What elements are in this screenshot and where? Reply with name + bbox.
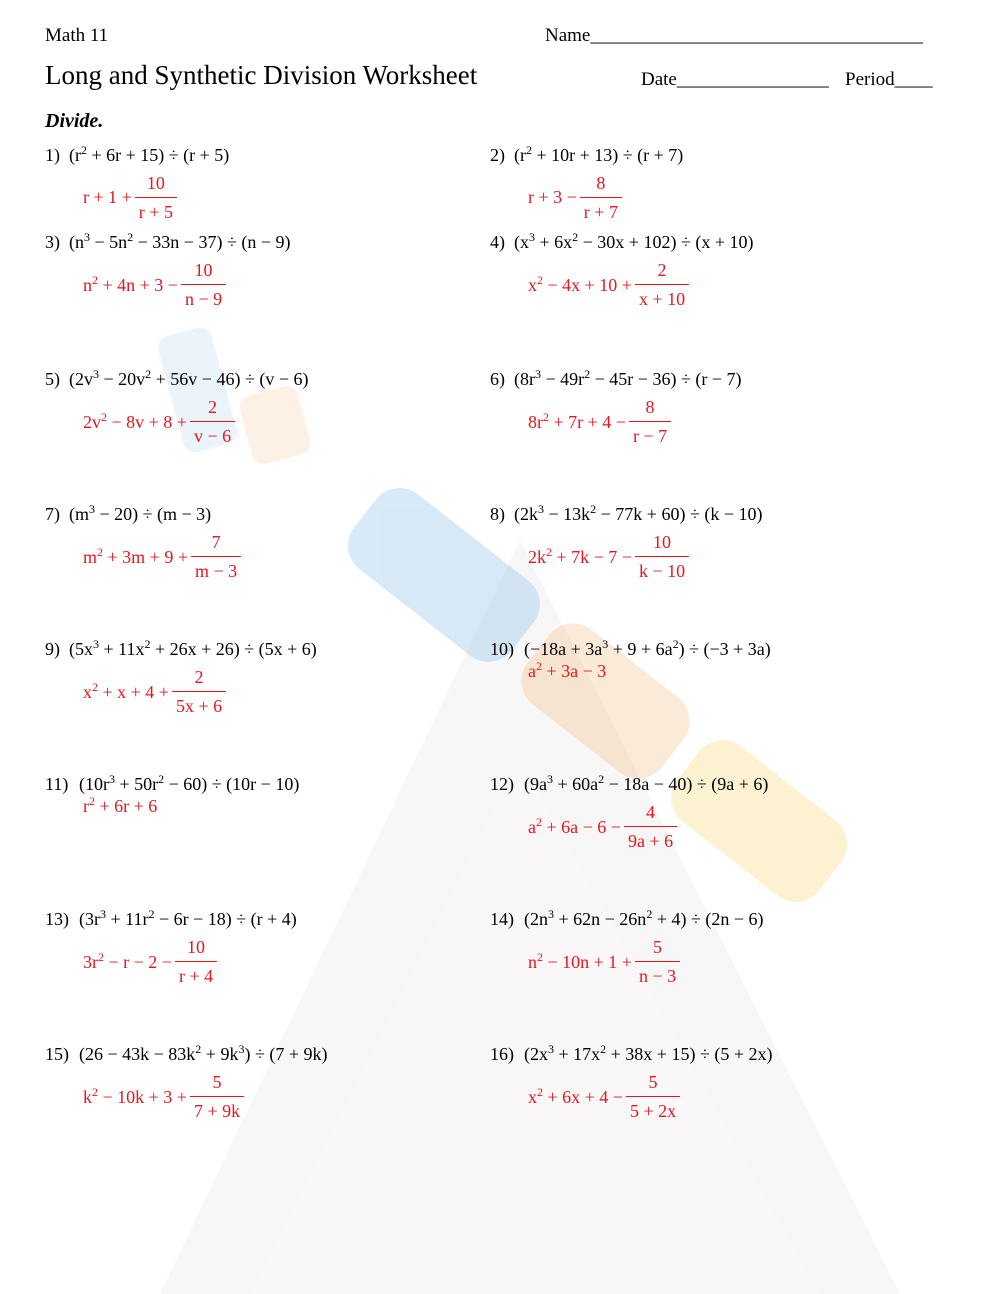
problem-1 — [45, 143, 229, 166]
problem-2 — [490, 143, 683, 166]
fraction-numerator: 5 — [653, 936, 663, 957]
problem-3 — [45, 230, 290, 253]
problem-4 — [490, 230, 753, 253]
answer-remainder-fraction — [635, 936, 680, 987]
fraction-numerator: 2 — [657, 259, 667, 280]
answer-remainder-fraction — [190, 396, 235, 447]
answer-remainder-fraction — [580, 172, 622, 223]
problem-15 — [45, 1042, 327, 1065]
fraction-denominator: k − 10 — [635, 556, 689, 582]
answer-9 — [83, 659, 226, 723]
problem-expression: $(2n^3 + 62n - 26n^2 + 4) \div (2n - 6)$ — [524, 907, 764, 929]
problem-6 — [490, 367, 741, 390]
problem-expression: $(3r^3 + 11r^2 - 6r - 18) \div (r + 4)$ — [79, 907, 297, 929]
problem-number: 4) — [490, 232, 505, 252]
answer-quotient: $x^2 + x + 4$ + — [83, 679, 169, 702]
answer-10 — [528, 653, 606, 687]
answer-quotient: $2v^2 - 8v + 8$ + — [83, 409, 187, 432]
problem-12 — [490, 772, 768, 795]
problem-number: 2) — [490, 145, 505, 165]
fraction-denominator: r + 7 — [580, 197, 622, 223]
answer-quotient: $3r^2 - r - 2$ − — [83, 949, 172, 972]
answer-13 — [83, 929, 217, 993]
problem-expression: $(2k^3 - 13k^2 - 77k + 60) \div (k - 10)$ — [514, 502, 763, 524]
answer-remainder-fraction — [626, 1071, 680, 1122]
period-field-label: Period____ — [845, 69, 933, 90]
problem-expression: $(2x^3 + 17x^2 + 38x + 15) \div (5 + 2x)$ — [524, 1042, 773, 1064]
answer-2 — [528, 165, 622, 229]
fraction-numerator: 8 — [645, 396, 655, 417]
fraction-denominator: r − 7 — [629, 421, 671, 447]
problem-number: 10) — [490, 639, 514, 659]
problem-9 — [45, 637, 317, 660]
answer-6 — [528, 389, 671, 453]
answer-quotient: $n^2 + 4n + 3$ − — [83, 272, 178, 295]
answer-16 — [528, 1064, 680, 1128]
answer-3 — [83, 252, 226, 316]
fraction-numerator: 4 — [646, 801, 656, 822]
worksheet-title: Long and Synthetic Division Worksheet — [45, 60, 478, 90]
fraction-numerator: 8 — [596, 172, 606, 193]
answer-4 — [528, 252, 689, 316]
answer-quotient: $m^2 + 3m + 9$ + — [83, 544, 188, 567]
name-field-label: Name___________________________________ — [545, 25, 923, 46]
answer-quotient: $n^2 - 10n + 1$ + — [528, 949, 632, 972]
fraction-denominator: v − 6 — [190, 421, 235, 447]
fraction-denominator: n − 9 — [181, 284, 226, 310]
fraction-denominator: 5x + 6 — [172, 691, 226, 717]
answer-14 — [528, 929, 680, 993]
instructions-label: Divide. — [45, 110, 104, 132]
fraction-numerator: 7 — [211, 531, 221, 552]
answer-remainder-fraction — [629, 396, 671, 447]
problem-expression: $(-18a + 3a^3 + 9 + 6a^2) \div (-3 + 3a)$ — [524, 637, 771, 659]
problem-expression: $(10r^3 + 50r^2 - 60) \div (10r - 10)$ — [79, 772, 300, 794]
problem-7 — [45, 502, 211, 525]
problem-number: 14) — [490, 909, 514, 929]
problem-expression: $(2v^3 - 20v^2 + 56v - 46) \div (v - 6)$ — [69, 367, 309, 389]
problem-number: 16) — [490, 1044, 514, 1064]
problem-number: 12) — [490, 774, 514, 794]
fraction-numerator: 2 — [208, 396, 218, 417]
course-label: Math 11 — [45, 25, 109, 46]
answer-quotient: $r^2 + 6r + 6$ — [83, 793, 158, 816]
problem-number: 8) — [490, 504, 505, 524]
problem-expression: $(26 - 43k - 83k^2 + 9k^3) \div (7 + 9k)$ — [79, 1042, 328, 1064]
answer-quotient: r + 3 − — [528, 186, 577, 207]
date-field-label: Date________________ — [641, 69, 829, 90]
problem-expression: $(m^3 - 20) \div (m - 3)$ — [69, 502, 212, 524]
fraction-denominator: 5 + 2x — [626, 1096, 680, 1122]
problem-expression: $(9a^3 + 60a^2 - 18a - 40) \div (9a + 6)$ — [524, 772, 769, 794]
answer-11 — [83, 788, 157, 822]
answer-quotient: $a^2 + 6a - 6$ − — [528, 814, 621, 837]
answer-quotient: $x^2 - 4x + 10$ + — [528, 272, 632, 295]
problem-expression: $(x^3 + 6x^2 - 30x + 102) \div (x + 10)$ — [514, 230, 754, 252]
problem-5 — [45, 367, 308, 390]
problem-number: 5) — [45, 369, 60, 389]
fraction-denominator: x + 10 — [635, 284, 689, 310]
problem-number: 11) — [45, 774, 69, 794]
fraction-numerator: 10 — [187, 936, 206, 957]
answer-remainder-fraction — [172, 666, 226, 717]
problem-13 — [45, 907, 297, 930]
fraction-numerator: 5 — [212, 1071, 222, 1092]
answer-remainder-fraction — [181, 259, 226, 310]
problem-number: 3) — [45, 232, 60, 252]
problem-expression: $(r^2 + 6r + 15) \div (r + 5)$ — [69, 143, 230, 165]
fraction-numerator: 5 — [648, 1071, 658, 1092]
answer-quotient: $k^2 - 10k + 3$ + — [83, 1084, 187, 1107]
answer-remainder-fraction — [135, 172, 177, 223]
problem-8 — [490, 502, 762, 525]
fraction-numerator: 10 — [653, 531, 672, 552]
problem-expression: $(n^3 - 5n^2 - 33n - 37) \div (n - 9)$ — [69, 230, 291, 252]
answer-8 — [528, 524, 689, 588]
answer-quotient: r + 1 + — [83, 186, 132, 207]
problem-16 — [490, 1042, 772, 1065]
answer-remainder-fraction — [190, 1071, 244, 1122]
answer-quotient: $8r^2 + 7r + 4$ − — [528, 409, 626, 432]
answer-remainder-fraction — [624, 801, 677, 852]
fraction-denominator: r + 5 — [135, 197, 177, 223]
problem-number: 1) — [45, 145, 60, 165]
fraction-numerator: 10 — [146, 172, 165, 193]
problem-number: 7) — [45, 504, 60, 524]
problem-14 — [490, 907, 763, 930]
answer-quotient: $x^2 + 6x + 4$ − — [528, 1084, 623, 1107]
answer-7 — [83, 524, 241, 588]
answer-quotient: $a^2 + 3a - 3$ — [528, 658, 607, 681]
fraction-numerator: 10 — [194, 259, 213, 280]
fraction-numerator: 2 — [194, 666, 204, 687]
answer-12 — [528, 794, 677, 858]
fraction-denominator: r + 4 — [175, 961, 217, 987]
answer-15 — [83, 1064, 244, 1128]
answer-remainder-fraction — [175, 936, 217, 987]
answer-1 — [83, 165, 177, 229]
answer-5 — [83, 389, 235, 453]
fraction-denominator: n − 3 — [635, 961, 680, 987]
problem-number: 6) — [490, 369, 505, 389]
fraction-denominator: 7 + 9k — [190, 1096, 244, 1122]
problem-expression: $(r^2 + 10r + 13) \div (r + 7)$ — [514, 143, 684, 165]
problem-expression: $(5x^3 + 11x^2 + 26x + 26) \div (5x + 6)$ — [69, 637, 317, 659]
fraction-denominator: m − 3 — [191, 556, 241, 582]
answer-remainder-fraction — [191, 531, 241, 582]
problem-number: 9) — [45, 639, 60, 659]
answer-quotient: $2k^2 + 7k - 7$ − — [528, 544, 632, 567]
problem-number: 13) — [45, 909, 69, 929]
problem-expression: $(8r^3 - 49r^2 - 45r - 36) \div (r - 7)$ — [514, 367, 742, 389]
problem-number: 15) — [45, 1044, 69, 1064]
answer-remainder-fraction — [635, 531, 689, 582]
answer-remainder-fraction — [635, 259, 689, 310]
fraction-denominator: 9a + 6 — [624, 826, 677, 852]
